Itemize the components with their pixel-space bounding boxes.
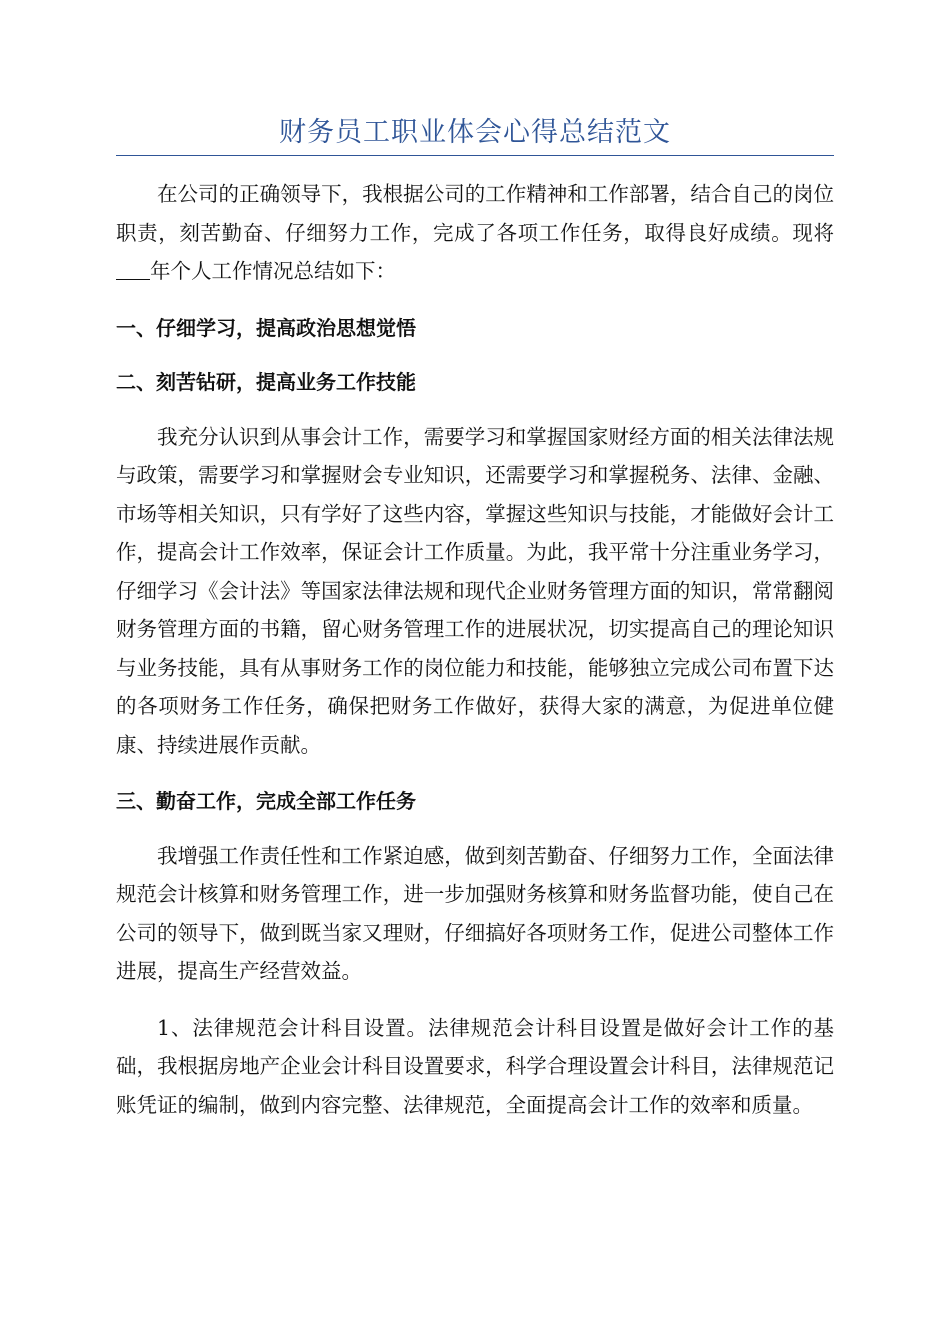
year-blank [116, 259, 150, 281]
section-heading-2: 二、刻苦钻研，提高业务工作技能 [116, 370, 416, 394]
section-3-paragraph: 我增强工作责任性和工作紧迫感，做到刻苦勤奋、仔细努力工作，全面法律规范会计核算和财务管理工作，进一步加强财务核算和财务监督功能，使自己在公司的领导下，做到既当家又理财，仔细搞好各项财务工作，促进公司整体工作进展，提高生产经营效益。 [116, 843, 834, 983]
intro-paragraph [116, 175, 834, 291]
section-heading-1: 一、仔细学习，提高政治思想觉悟 [116, 315, 416, 340]
intro-text-after-blank: 年个人工作情况总结如下： [150, 259, 396, 283]
intro-text-before-blank: 在公司的正确领导下，我根据公司的工作精神和工作部署，结合自己的岗位职责，刻苦勤奋、仔细努力工作，完成了各项工作任务，取得良好成绩。现将 [116, 182, 834, 245]
document-title: 财务员工职业体会心得总结范文 [279, 117, 671, 148]
section-2-paragraph: 我充分认识到从事会计工作，需要学习和掌握国家财经方面的相关法律法规与政策，需要学习和掌握财会专业知识，还需要学习和掌握税务、法律、金融、市场等相关知识，只有学好了这些内容，掌握这些知识与技能，才能做好会计工作，提高会计工作效率，保证会计工作质量。为此，我平常十分注重业务学习，仔细学习《会计法》等国家法律法规和现代企业财务管理方面的知识，常常翻阅财务管理方面的书籍，留心财务管理工作的进展状况，切实提高自己的理论知识与业务技能，具有从事财务工作的岗位能力和技能，能够独立完成公司布置下达的各项财务工作任务，确保把财务工作做好，获得大家的满意，为促进单位健康、持续进展作贡献。 [116, 424, 834, 757]
title-block [116, 110, 834, 156]
section-3-item-1-paragraph: 1、法律规范会计科目设置。法律规范会计科目设置是做好会计工作的基础，我根据房地产企业会计科目设置要求，科学合理设置会计科目，法律规范记账凭证的编制，做到内容完整、法律规范，全面提高会计工作的效率和质量。 [116, 1015, 834, 1117]
document-body [116, 175, 834, 1142]
section-heading-3: 三、勤奋工作，完成全部工作任务 [116, 789, 416, 813]
